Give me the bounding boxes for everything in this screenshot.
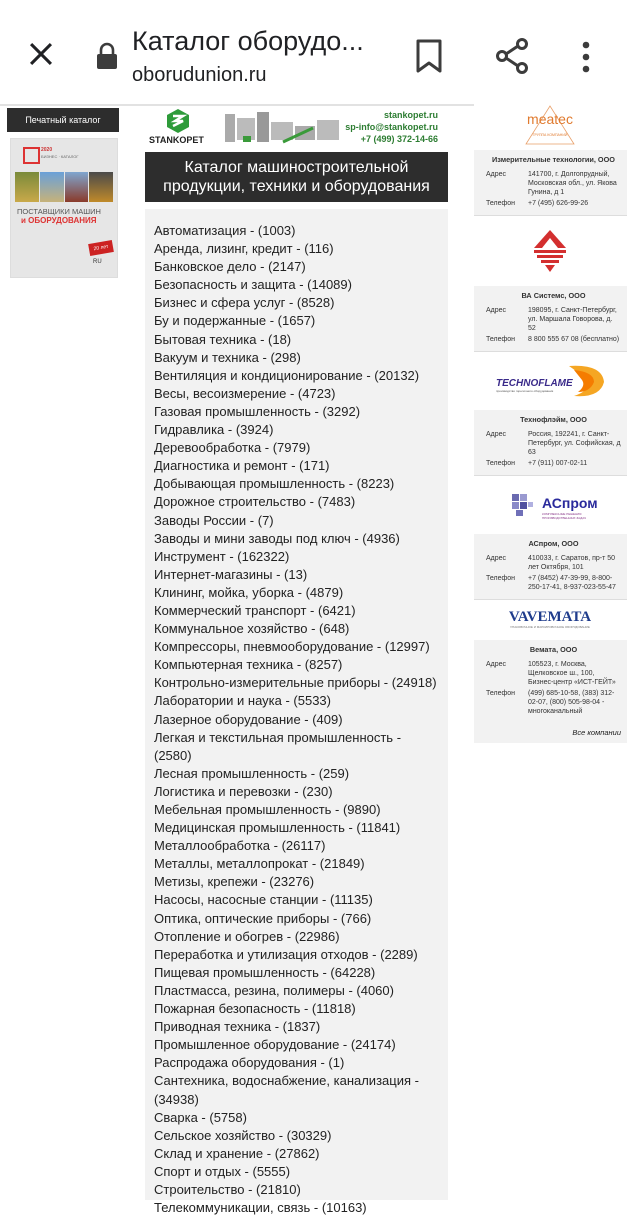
address-label: Адрес — [486, 307, 507, 314]
category-link[interactable]: Аренда, лизинг, кредит - (116) — [154, 241, 334, 257]
category-link[interactable]: Лесная промышленность - (259) — [154, 765, 350, 781]
category-link[interactable]: Клининг, мойка, уборка - (4879) — [154, 584, 344, 600]
svg-text:АСпром: АСпром — [542, 495, 598, 511]
category-link[interactable]: Бизнес и сфера услуг - (8528) — [154, 295, 335, 311]
category-link[interactable]: Сантехника, водоснабжение, канализация - (34938) — [154, 1073, 419, 1107]
category-link[interactable]: Бу и подержанные - (1657) — [154, 313, 316, 329]
all-companies-link[interactable]: Все компании — [474, 723, 627, 743]
category-link[interactable]: Насосы, насосные станции - (11135) — [154, 892, 373, 908]
category-link[interactable]: Легкая и текстильная промышленность - (2580) — [154, 729, 402, 763]
bookmark-icon[interactable] — [414, 38, 444, 74]
phone-label: Телефон — [486, 460, 516, 467]
category-link[interactable]: Диагностика и ремонт - (171) — [154, 458, 330, 474]
company-name[interactable]: Вемата, ООО — [529, 645, 578, 654]
category-link[interactable]: Пластмасса, резина, полимеры - (4060) — [154, 982, 394, 998]
category-link[interactable]: Весы, весоизмерение - (4723) — [154, 385, 336, 401]
category-link[interactable]: Сельское хозяйство - (30329) — [154, 1127, 332, 1143]
stankopet-phone[interactable]: +7 (499) 372-14-66 — [360, 134, 438, 144]
more-vert-icon[interactable] — [578, 40, 594, 74]
svg-text:КОМПЛЕКСНЫЕ РЕШЕНИЯ: КОМПЛЕКСНЫЕ РЕШЕНИЯ — [542, 512, 582, 516]
cover-photos — [15, 172, 113, 202]
category-link[interactable]: Безопасность и защита - (14089) — [154, 277, 352, 293]
company-address-row — [486, 306, 621, 333]
category-link[interactable]: Коммерческий транспорт - (6421) — [154, 602, 356, 618]
company-phone: (499) 685-10-58, (383) 312-02-07, (800) 505-98-04 - многоканальный — [528, 690, 615, 715]
company-address-row — [486, 554, 621, 572]
catalog-cover-image[interactable] — [10, 138, 118, 278]
company-phone: 8 800 555 67 08 (бесплатно) — [528, 336, 620, 343]
category-link[interactable]: Инструмент - (162322) — [154, 548, 290, 564]
phone-label: Телефон — [486, 575, 516, 582]
meatec-logo[interactable] — [474, 104, 627, 150]
cover-badge: 20 лет — [88, 240, 114, 256]
category-link[interactable]: Заводы России - (7) — [154, 512, 274, 528]
cover-lang: RU — [93, 259, 102, 265]
category-link[interactable]: Оптика, оптические приборы - (766) — [154, 910, 372, 926]
address-label: Адрес — [486, 661, 507, 668]
page-url[interactable]: oborudunion.ru — [132, 64, 267, 86]
company-address: Россия, 192241, г. Санкт-Петербург, ул. Софийская, д 63 — [528, 431, 621, 456]
category-link[interactable]: Металлообработка - (26117) — [154, 838, 326, 854]
phone-label: Телефон — [486, 336, 516, 343]
svg-text:TECHNOFLAME: TECHNOFLAME — [496, 378, 573, 389]
svg-text:ГРУППА КОМПАНИЙ: ГРУППА КОМПАНИЙ — [532, 133, 568, 137]
stankopet-brand: STANKOPET — [149, 135, 204, 145]
stankopet-logo-icon — [167, 109, 189, 133]
cover-subtitle: БИЗНЕС · КАТАЛОГ — [41, 154, 79, 159]
svg-text:meatec: meatec — [527, 111, 573, 127]
category-link[interactable]: Телекоммуникации, связь - (10163) — [154, 1200, 367, 1216]
category-link[interactable]: Банковское дело - (2147) — [154, 259, 306, 275]
category-link[interactable]: Сварка - (5758) — [154, 1109, 247, 1125]
category-link[interactable]: Добывающая промышленность - (8223) — [154, 476, 395, 492]
category-link[interactable]: Лазерное оборудование - (409) — [154, 711, 343, 727]
address-label: Адрес — [486, 171, 507, 178]
category-link[interactable]: Медицинская промышленность - (11841) — [154, 820, 401, 836]
category-link[interactable]: Логистика и перевозки - (230) — [154, 783, 333, 799]
company-phone: +7 (495) 626-99-26 — [528, 200, 589, 207]
company-card — [474, 410, 627, 476]
company-address-row — [486, 170, 621, 197]
company-phone-row — [486, 459, 621, 468]
category-link[interactable]: Заводы и мини заводы под ключ - (4936) — [154, 530, 400, 546]
company-phone-row — [486, 689, 621, 716]
share-icon[interactable] — [493, 37, 531, 75]
catalog-heading: Каталог машиностроительной продукции, техники и оборудования — [145, 152, 448, 202]
vemata-logo[interactable] — [474, 602, 627, 640]
category-link[interactable]: Вакуум и техника - (298) — [154, 349, 301, 365]
cover-title-2: и ОБОРУДОВАНИЯ — [21, 216, 97, 225]
category-link[interactable]: Автоматизация - (1003) — [154, 223, 296, 238]
company-phone-row — [486, 574, 621, 592]
category-link[interactable]: Гидравлика - (3924) — [154, 422, 274, 438]
company-name[interactable]: ВА Системс, ООО — [521, 291, 586, 300]
category-link[interactable]: Дорожное строительство - (7483) — [154, 494, 356, 510]
category-link[interactable]: Переработка и утилизация отходов - (2289) — [154, 946, 418, 962]
company-address: 141700, г. Долгопрудный, Московская обл., ул. Якова Гунина, д 1 — [528, 171, 617, 196]
category-link[interactable]: Метизы, крепежи - (23276) — [154, 874, 315, 890]
category-link[interactable]: Компрессоры, пневмооборудование - (12997) — [154, 639, 430, 655]
category-link[interactable]: Металлы, металлопрокат - (21849) — [154, 856, 365, 872]
vasystems-logo-icon — [474, 218, 627, 286]
category-link[interactable]: Пожарная безопасность - (11818) — [154, 1001, 356, 1017]
left-sidebar — [7, 108, 119, 278]
company-card — [474, 286, 627, 352]
company-phone: +7 (911) 007-02-11 — [528, 460, 588, 467]
category-link[interactable]: Лаборатории и наука - (5533) — [154, 693, 331, 709]
svg-text:производство горелочного обору: производство горелочного оборудования — [496, 389, 554, 393]
aspram-logo[interactable] — [474, 478, 627, 534]
vemata-logo-icon — [474, 602, 627, 640]
cover-year: 2020 — [41, 147, 53, 153]
category-link[interactable]: Коммунальное хозяйство - (648) — [154, 621, 350, 637]
company-address-row — [486, 660, 621, 687]
meatec-logo-icon — [474, 104, 627, 150]
company-phone: +7 (8452) 47-39-99, 8-800-250-17-41, 8-937-023-55-47 — [528, 575, 616, 591]
category-link[interactable]: Газовая промышленность - (3292) — [154, 403, 361, 419]
page-title: Каталог оборудо... — [132, 26, 364, 56]
category-link[interactable]: Интернет-магазины - (13) — [154, 566, 308, 582]
category-link[interactable]: Компьютерная техника - (8257) — [154, 657, 343, 673]
stankopet-banner[interactable] — [145, 106, 448, 149]
category-link[interactable]: Пищевая промышленность - (64228) — [154, 964, 376, 980]
category-link[interactable]: Вентиляция и кондиционирование - (20132) — [154, 367, 420, 383]
category-link[interactable]: Приводная техника - (1837) — [154, 1019, 321, 1035]
close-icon[interactable] — [24, 37, 58, 71]
category-link[interactable]: Мебельная промышленность - (9890) — [154, 802, 381, 817]
catalog-logo-icon — [23, 147, 40, 164]
company-phone-row — [486, 335, 621, 344]
stankopet-contacts — [345, 109, 438, 145]
technoflame-logo[interactable] — [474, 354, 627, 410]
company-card — [474, 150, 627, 216]
lock-icon — [96, 42, 118, 70]
address-label: Адрес — [486, 555, 507, 562]
stankopet-site-link[interactable]: stankopet.ru — [383, 110, 438, 120]
companies-sidebar — [474, 104, 627, 743]
company-phone-row — [486, 199, 621, 208]
category-link[interactable]: Контрольно-измерительные приборы - (24918) — [154, 675, 437, 691]
category-link[interactable]: Бытовая техника - (18) — [154, 331, 292, 347]
category-link[interactable]: Промышленное оборудование - (24174) — [154, 1037, 396, 1053]
company-name[interactable]: Технофлэйм, ООО — [520, 415, 587, 424]
category-link[interactable]: Деревообработка - (7979) — [154, 440, 311, 456]
print-catalog-button[interactable]: Печатный каталог — [7, 108, 119, 132]
stankopet-email-link[interactable]: sp-info@stankopet.ru — [345, 122, 438, 132]
category-link[interactable]: Распродажа оборудования - (1) — [154, 1055, 345, 1071]
category-link[interactable]: Спорт и отдых - (5555) — [154, 1163, 291, 1179]
svg-text:VAVEMATA: VAVEMATA — [508, 609, 592, 625]
vasystems-logo[interactable] — [474, 218, 627, 286]
company-name[interactable]: АСпром, ООО — [528, 539, 579, 548]
aspram-logo-icon — [474, 478, 627, 534]
phone-label: Телефон — [486, 690, 516, 697]
phone-label: Телефон — [486, 200, 516, 207]
category-link[interactable]: Отопление и обогрев - (22986) — [154, 928, 340, 944]
category-link[interactable]: Строительство - (21810) — [154, 1181, 301, 1197]
category-link[interactable]: Склад и хранение - (27862) — [154, 1145, 320, 1161]
svg-text:УПАКОВОЧНОЕ И МАРКИРОВОЧНОЕ ОБ: УПАКОВОЧНОЕ И МАРКИРОВОЧНОЕ ОБОРУДОВАНИЕ — [510, 625, 590, 629]
company-name[interactable]: Измерительные технологии, ООО — [492, 155, 615, 164]
company-address: 198095, г. Санкт-Петербург, ул. Маршала Говорова, д. 52 — [528, 307, 617, 332]
category-list — [145, 209, 448, 1216]
company-card — [474, 640, 627, 723]
company-address: 410033, г. Саратов, пр-т 50 лет Октября, 101 — [528, 555, 616, 571]
company-address: 105523, г. Москва, Щелковское ш., 100, Бизнес-центр «ИСТ-ГЕЙТ» — [528, 661, 616, 686]
svg-text:ПРОИЗВОДСТВЕННЫХ ЗАДАЧ: ПРОИЗВОДСТВЕННЫХ ЗАДАЧ — [542, 516, 587, 520]
technoflame-logo-icon — [474, 354, 627, 410]
company-card — [474, 534, 627, 600]
machinery-image — [223, 108, 343, 146]
company-address-row — [486, 430, 621, 457]
address-label: Адрес — [486, 431, 507, 438]
browser-toolbar — [0, 0, 627, 106]
cover-title: ПОСТАВЩИКИ МАШИН — [17, 207, 101, 216]
